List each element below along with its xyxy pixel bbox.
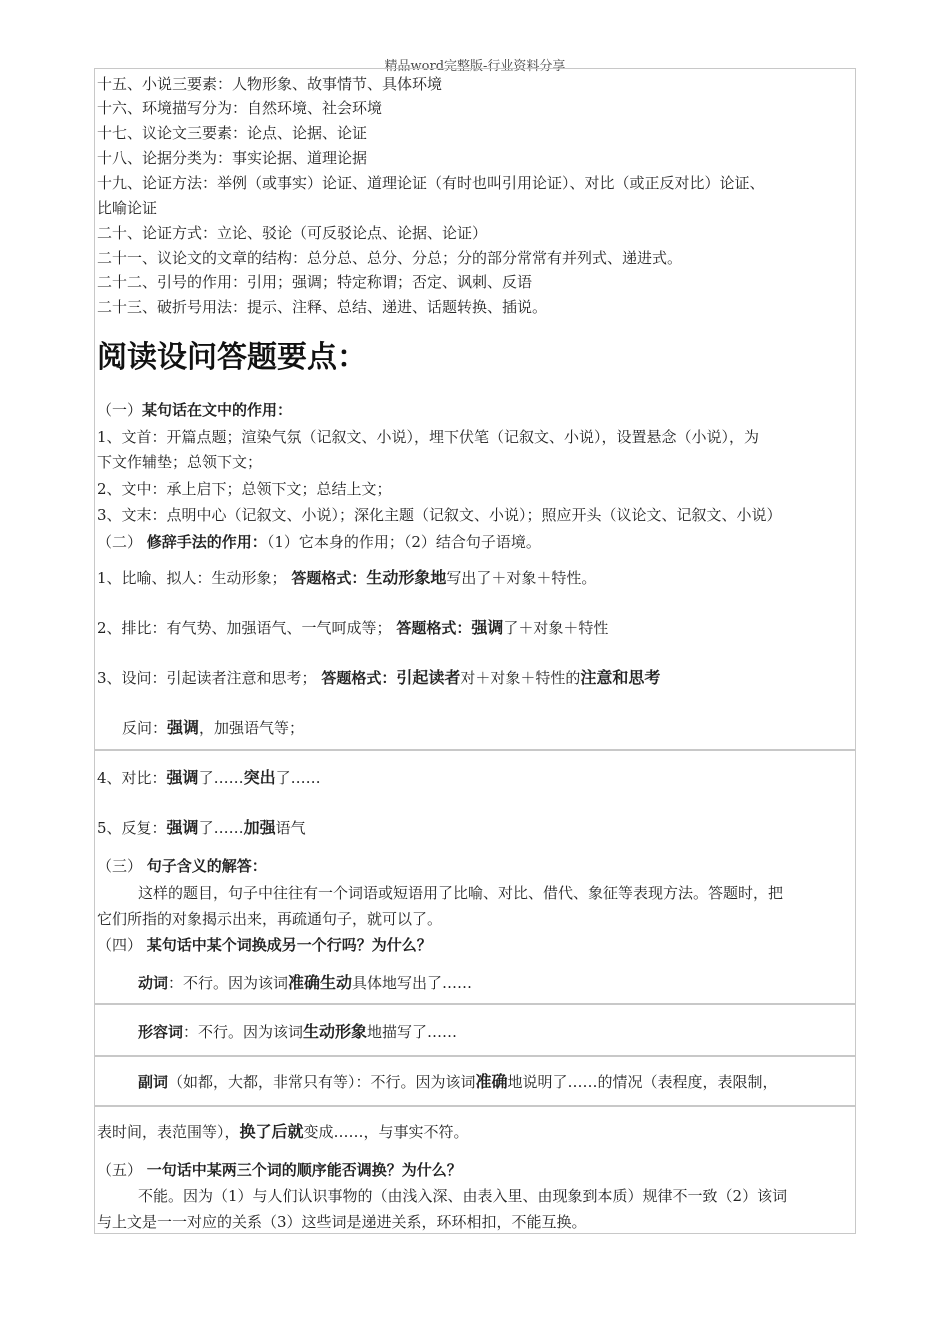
text: 变成……，与事实不符。 bbox=[303, 1123, 469, 1141]
text: 2、排比：有气势、加强语气、一气呵成等； bbox=[97, 619, 392, 637]
s5-head: 一句话中某两三个词的顺序能否调换？为什么？ bbox=[146, 1161, 462, 1179]
s3-heading bbox=[97, 856, 267, 876]
text: 3、设问：引起读者注意和思考； bbox=[97, 669, 317, 687]
keyword: 强调 bbox=[167, 718, 200, 737]
label: 副词 bbox=[138, 1073, 169, 1091]
s2-row-rhetorical bbox=[122, 718, 304, 738]
format-label: 答题格式： bbox=[321, 669, 397, 687]
label: 形容词 bbox=[138, 1023, 184, 1041]
text: 了…… bbox=[198, 769, 244, 787]
s2-row-parallelism bbox=[97, 618, 608, 638]
keyword: 生动形象地 bbox=[366, 568, 447, 587]
s4-head: 某句话中某个词换成另一个行吗？为什么？ bbox=[146, 936, 432, 954]
list-item: 比喻论证 bbox=[97, 199, 158, 217]
keyword: 生动形象 bbox=[303, 1022, 368, 1041]
s3-line: 这样的题目，句子中往往有一个词语或短语用了比喻、对比、借代、象征等表现方法。答题时，把 bbox=[138, 884, 784, 902]
s1-prefix: （一） bbox=[97, 401, 143, 419]
s2-tail: （1）它本身的作用；（2）结合句子语境。 bbox=[266, 533, 541, 551]
s5-prefix: （五） bbox=[97, 1161, 143, 1179]
label: 动词 bbox=[138, 974, 169, 992]
text: 具体地写出了…… bbox=[352, 974, 473, 992]
s2-head: 修辞手法的作用： bbox=[146, 533, 267, 551]
list-item: 二十、论证方式：立论、驳论（可反驳论点、论据、论证） bbox=[97, 224, 488, 242]
keyword: 换了后就 bbox=[239, 1122, 304, 1141]
s2-heading bbox=[97, 532, 541, 552]
list-item: 十五、小说三要素：人物形象、故事情节、具体环境 bbox=[97, 75, 443, 93]
text: 表时间，表范围等）， bbox=[97, 1123, 240, 1141]
text: 对＋对象＋特性的 bbox=[460, 669, 581, 687]
text: 地说明了……的情况（表程度，表限制， bbox=[507, 1073, 778, 1091]
keyword: 引起读者 bbox=[396, 668, 461, 687]
format-label: 答题格式： bbox=[396, 619, 472, 637]
keyword: 突出 bbox=[243, 768, 276, 787]
content-frame-mid bbox=[94, 750, 856, 1004]
s2-row-contrast bbox=[97, 768, 321, 788]
text: 写出了＋对象＋特性。 bbox=[446, 569, 597, 587]
text: 了…… bbox=[198, 819, 244, 837]
s4-row-adverb bbox=[138, 1072, 778, 1092]
s2-row-question bbox=[97, 668, 660, 688]
list-item: 二十二、引号的作用：引用；强调；特定称谓；否定、讽刺、反语 bbox=[97, 273, 533, 291]
keyword: 强调 bbox=[166, 768, 199, 787]
s3-head: 句子含义的解答： bbox=[146, 857, 267, 875]
s5-line: 与上文是一一对应的关系（3）这些词是递进关系，环环相扣，不能互换。 bbox=[97, 1213, 587, 1231]
s5-line: 不能。因为（1）与人们认识事物的（由浅入深、由表入里、由现象到本质）规律不一致（2）该词 bbox=[138, 1187, 788, 1205]
s1-line: 2、文中：承上启下；总领下文；总结上文； bbox=[97, 480, 392, 498]
keyword: 准确 bbox=[475, 1072, 508, 1091]
list-item: 十六、环境描写分为：自然环境、社会环境 bbox=[97, 99, 383, 117]
list-item: 十九、论证方法：举例（或事实）论证、道理论证（有时也叫引用论证）、对比（或正反对比）论证、 bbox=[97, 174, 765, 192]
keyword: 加强 bbox=[243, 818, 276, 837]
s3-prefix: （三） bbox=[97, 857, 143, 875]
text: 了＋对象＋特性 bbox=[503, 619, 609, 637]
text: （如都，大都，非常只有等）：不行。因为该词 bbox=[168, 1073, 476, 1091]
text: 4、对比： bbox=[97, 769, 167, 787]
s1-line: 3、文末：点明中心（记叙文、小说）；深化主题（记叙文、小说）；照应开头（议论文、记叙文、小说） bbox=[97, 506, 782, 524]
s4-row-adverb-cont bbox=[97, 1122, 469, 1142]
s1-heading bbox=[97, 400, 292, 420]
list-item: 十八、论据分类为：事实论据、道理论据 bbox=[97, 149, 368, 167]
page-header: 精品word完整版-行业资料分享 bbox=[384, 59, 566, 74]
keyword: 强调 bbox=[166, 818, 199, 837]
list-item: 十七、议论文三要素：论点、论据、论证 bbox=[97, 124, 368, 142]
s1-head: 某句话在文中的作用： bbox=[142, 401, 293, 419]
s4-prefix: （四） bbox=[97, 936, 143, 954]
s1-line: 下文作辅垫；总领下文； bbox=[97, 453, 263, 471]
list-item: 二十一、议论文的文章的结构：总分总、总分、分总；分的部分常常有并列式、递进式。 bbox=[97, 249, 683, 267]
list-item: 二十三、破折号用法：提示、注释、总结、递进、话题转换、插说。 bbox=[97, 298, 548, 316]
s1-line: 1、文首：开篇点题；渲染气氛（记叙文、小说），埋下伏笔（记叙文、小说），设置悬念（小说），为 bbox=[97, 428, 760, 446]
text: ：不行。因为该词 bbox=[168, 974, 289, 992]
keyword: 强调 bbox=[471, 618, 504, 637]
text: 1、比喻、拟人：生动形象； bbox=[97, 569, 287, 587]
s3-line: 它们所指的对象揭示出来，再疏通句子，就可以了。 bbox=[97, 910, 443, 928]
s4-heading bbox=[97, 935, 432, 955]
s5-heading bbox=[97, 1160, 462, 1180]
s4-row-adjective bbox=[138, 1022, 457, 1042]
s2-row-repetition bbox=[97, 818, 306, 838]
section-title: 阅读设问答题要点： bbox=[97, 340, 367, 375]
text: ：不行。因为该词 bbox=[183, 1023, 304, 1041]
s2-prefix: （二） bbox=[97, 533, 143, 551]
format-label: 答题格式： bbox=[291, 569, 367, 587]
text: 了…… bbox=[275, 769, 321, 787]
text: 反问： bbox=[122, 719, 168, 737]
keyword: 准确生动 bbox=[288, 973, 353, 992]
s2-row-metaphor bbox=[97, 568, 596, 588]
text: ，加强语气等； bbox=[199, 719, 305, 737]
text: 5、反复： bbox=[97, 819, 167, 837]
text: 地描写了…… bbox=[367, 1023, 458, 1041]
keyword: 注意和思考 bbox=[580, 668, 661, 687]
text: 语气 bbox=[275, 819, 306, 837]
s4-row-verb bbox=[138, 973, 472, 993]
